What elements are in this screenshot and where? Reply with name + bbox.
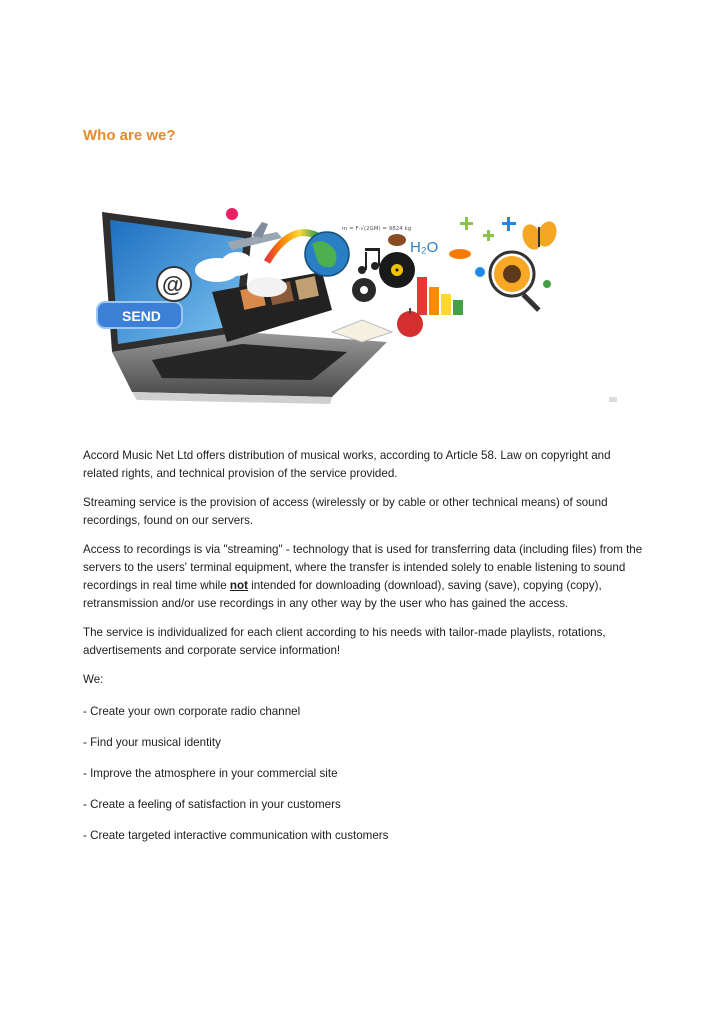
sunflower-icon <box>494 256 530 292</box>
laptop-media-illustration <box>92 192 632 407</box>
ball-icon <box>475 267 485 277</box>
paragraph-intro: Accord Music Net Ltd offers distribution of musical works, according to Article 58. Law on copyright and related rights, and technical provision of the service provided. <box>83 449 611 480</box>
butterfly-icon <box>519 219 560 253</box>
paragraph-streaming: Streaming service is the provision of access (wirelessly or by cable or other technical means) of sound recordings, found on our servers. <box>83 496 608 527</box>
fish-icon <box>449 249 471 259</box>
paragraph-access <box>83 541 643 613</box>
football-icon <box>388 234 406 246</box>
vinyl-record-icon <box>379 252 415 288</box>
paragraph-access-part2: intended for downloading (download), saving (save), copying (copy), retransmission and/or use recordings in any other way by the user who has gained the access. <box>83 579 602 610</box>
book-icon <box>332 320 392 342</box>
paragraph-access-part1: Access to recordings is via "streaming" - technology that is used for transferring data (including files) from the servers to the users' terminal equipment, where the transfer is intended solely to enable listening to sound recordings in real time while <box>83 543 643 592</box>
send-button-graphic <box>97 302 182 328</box>
list-item: - Find your musical identity <box>83 736 221 749</box>
music-notes-icon <box>358 248 380 274</box>
ball-icon <box>543 280 551 288</box>
image-marker <box>609 397 617 402</box>
list-item: - Improve the atmosphere in your commercial site <box>83 767 338 780</box>
list-item: - Create your own corporate radio channel <box>83 705 301 718</box>
document-body <box>83 447 643 858</box>
list-item: - Create a feeling of satisfaction in your customers <box>83 798 341 811</box>
page-title: Who are we? <box>83 127 176 144</box>
emphasis-not: not <box>229 579 248 592</box>
paragraph-service: The service is individualized for each client according to his needs with tailor-made playlists, rotations, advertisements and corporate service information! <box>83 626 606 657</box>
bar-chart-icon <box>417 277 463 315</box>
formula-text: m = F·√(2GM) = 9824 kg <box>342 226 412 232</box>
ball-icon <box>226 208 238 220</box>
email-at-icon <box>157 267 191 301</box>
h2o-text: H₂O <box>410 239 439 256</box>
plus-icon-blue <box>502 217 516 231</box>
we-label: We: <box>83 673 104 686</box>
svg-text:SEND: SEND <box>122 308 161 324</box>
svg-text:@: @ <box>162 272 184 297</box>
gear-icon <box>352 278 376 302</box>
globe-icon <box>305 232 349 276</box>
plus-icons <box>460 217 494 241</box>
list-item: - Create targeted interactive communication with customers <box>83 829 389 842</box>
